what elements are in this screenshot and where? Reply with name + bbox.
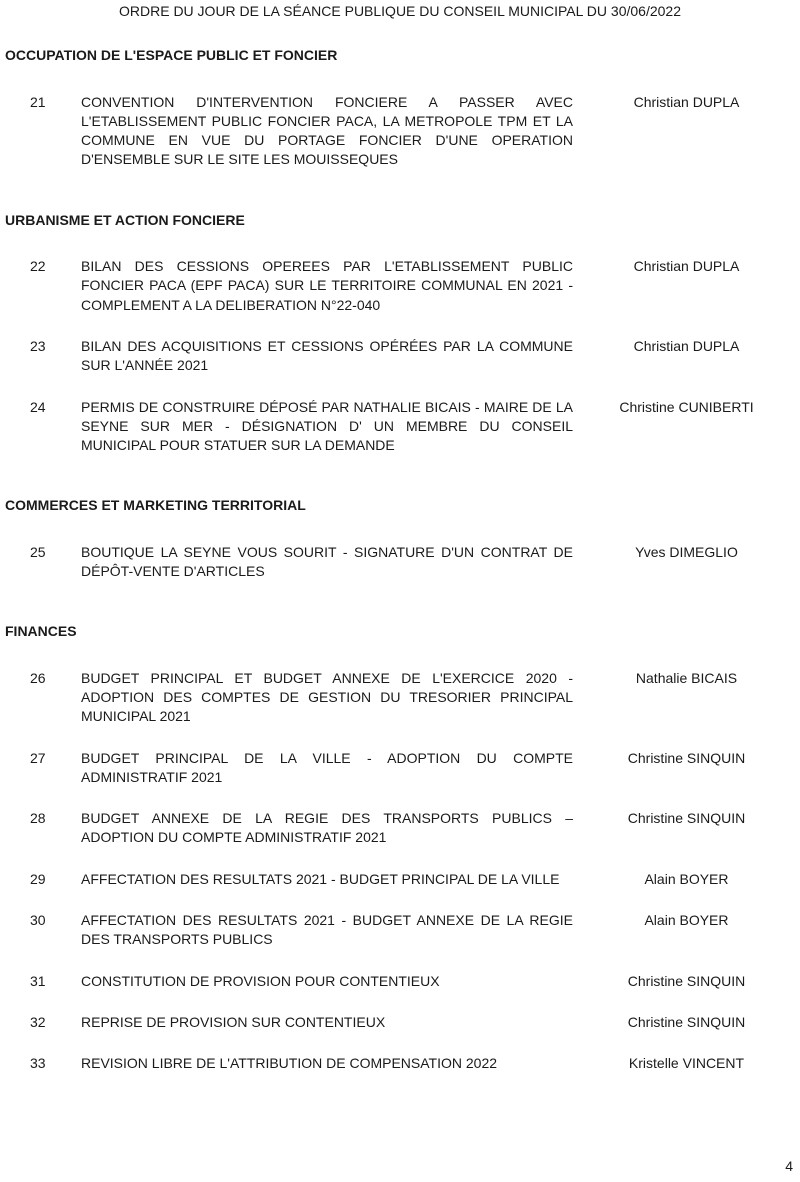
agenda-section (0, 622, 800, 1073)
item-title: REVISION LIBRE DE L'ATTRIBUTION DE COMPENSATION 2022 (81, 1055, 498, 1072)
item-number: 24 (30, 398, 46, 415)
section-items (0, 257, 800, 455)
item-number: 23 (30, 337, 46, 354)
agenda-item (0, 669, 800, 727)
agenda-section (0, 211, 800, 456)
item-title: PERMIS DE CONSTRUIRE DÉPOSÉ PAR NATHALIE BICAIS - MAIRE DE LA SEYNE SUR MER - DÉSIGNATION D' UN MEMBRE DU CONSEIL MUNICIPAL POUR STATUER SUR LA DEMANDE (81, 398, 573, 454)
item-number: 31 (30, 972, 46, 989)
agenda-item (0, 1013, 800, 1032)
agenda-item (0, 257, 800, 315)
item-number: 25 (30, 543, 46, 560)
item-rapporteur: Alain BOYER (644, 912, 729, 929)
item-rapporteur: Kristelle VINCENT (628, 1055, 745, 1072)
item-number: 32 (30, 1013, 46, 1030)
item-rapporteur: Yves DIMEGLIO (635, 543, 738, 560)
agenda-item (0, 398, 800, 456)
agenda-sections (0, 46, 800, 1073)
item-title: BOUTIQUE LA SEYNE VOUS SOURIT - SIGNATURE D'UN CONTRAT DE DÉPÔT-VENTE D'ARTICLES (81, 543, 573, 580)
item-rapporteur: Christine CUNIBERTI (619, 398, 754, 415)
section-heading: URBANISME ET ACTION FONCIERE (5, 211, 245, 228)
section-items (0, 93, 800, 170)
agenda-item (0, 1054, 800, 1073)
item-title: CONSTITUTION DE PROVISION POUR CONTENTIEUX (81, 972, 440, 989)
section-heading: OCCUPATION DE L'ESPACE PUBLIC ET FONCIER (5, 47, 338, 64)
item-rapporteur: Christian DUPLA (633, 258, 740, 275)
item-rapporteur: Alain BOYER (644, 870, 729, 887)
agenda-item (0, 870, 800, 889)
item-number: 28 (30, 810, 46, 827)
agenda-item (0, 911, 800, 950)
item-title: BUDGET PRINCIPAL ET BUDGET ANNEXE DE L'EXERCICE 2020 - ADOPTION DES COMPTES DE GESTION DU TRESORIER PRINCIPAL MUNICIPAL 2021 (81, 669, 573, 725)
agenda-item (0, 809, 800, 848)
item-title: BILAN DES CESSIONS OPEREES PAR L'ETABLISSEMENT PUBLIC FONCIER PACA (EPF PACA) SUR LE TERRITOIRE COMMUNAL EN 2021 - COMPLEMENT A LA DELIBERATION N°22-040 (81, 258, 573, 313)
section-heading: FINANCES (5, 623, 77, 640)
item-number: 27 (30, 749, 46, 766)
agenda-item (0, 543, 800, 582)
agenda-item (0, 93, 800, 170)
item-title: BUDGET PRINCIPAL DE LA VILLE - ADOPTION DU COMPTE ADMINISTRATIF 2021 (81, 749, 573, 785)
item-title: AFFECTATION DES RESULTATS 2021 - BUDGET ANNEXE DE LA REGIE DES TRANSPORTS PUBLICS (81, 912, 573, 948)
item-rapporteur: Christine SINQUIN (627, 972, 746, 989)
agenda-section (0, 496, 800, 581)
item-rapporteur: Christine SINQUIN (627, 1013, 746, 1030)
agenda-item (0, 749, 800, 788)
item-number: 29 (30, 870, 46, 887)
item-title: BUDGET ANNEXE DE LA REGIE DES TRANSPORTS PUBLICS – ADOPTION DU COMPTE ADMINISTRATIF 2021 (81, 810, 573, 846)
agenda-section (0, 46, 800, 169)
item-rapporteur: Christian DUPLA (633, 93, 740, 110)
item-number: 22 (30, 258, 46, 275)
item-title: REPRISE DE PROVISION SUR CONTENTIEUX (81, 1013, 386, 1030)
item-rapporteur: Christian DUPLA (633, 337, 740, 354)
item-title: BILAN DES ACQUISITIONS ET CESSIONS OPÉRÉES PAR LA COMMUNE SUR L'ANNÉE 2021 (81, 337, 573, 374)
item-number: 21 (30, 93, 46, 110)
document-title: ORDRE DU JOUR DE LA SÉANCE PUBLIQUE DU CONSEIL MUNICIPAL DU 30/06/2022 (119, 3, 681, 19)
section-heading: COMMERCES ET MARKETING TERRITORIAL (5, 497, 306, 514)
item-number: 30 (30, 912, 46, 929)
item-title: AFFECTATION DES RESULTATS 2021 - BUDGET PRINCIPAL DE LA VILLE (81, 870, 560, 887)
section-items (0, 543, 800, 582)
agenda-item (0, 337, 800, 376)
item-rapporteur: Christine SINQUIN (627, 749, 746, 766)
section-items (0, 669, 800, 1074)
agenda-item (0, 972, 800, 991)
item-number: 33 (30, 1055, 46, 1072)
item-number: 26 (30, 669, 46, 686)
item-rapporteur: Nathalie BICAIS (635, 669, 738, 686)
item-rapporteur: Christine SINQUIN (627, 810, 746, 827)
item-title: CONVENTION D'INTERVENTION FONCIERE A PASSER AVEC L'ETABLISSEMENT PUBLIC FONCIER PACA, LA METROPOLE TPM ET LA COMMUNE EN VUE DU PORTAGE FONCIER D'UNE OPERATION D'ENSEMBLE SUR LE SITE LES MOUISSEQUES (81, 93, 573, 168)
page-number: 4 (785, 1158, 793, 1174)
